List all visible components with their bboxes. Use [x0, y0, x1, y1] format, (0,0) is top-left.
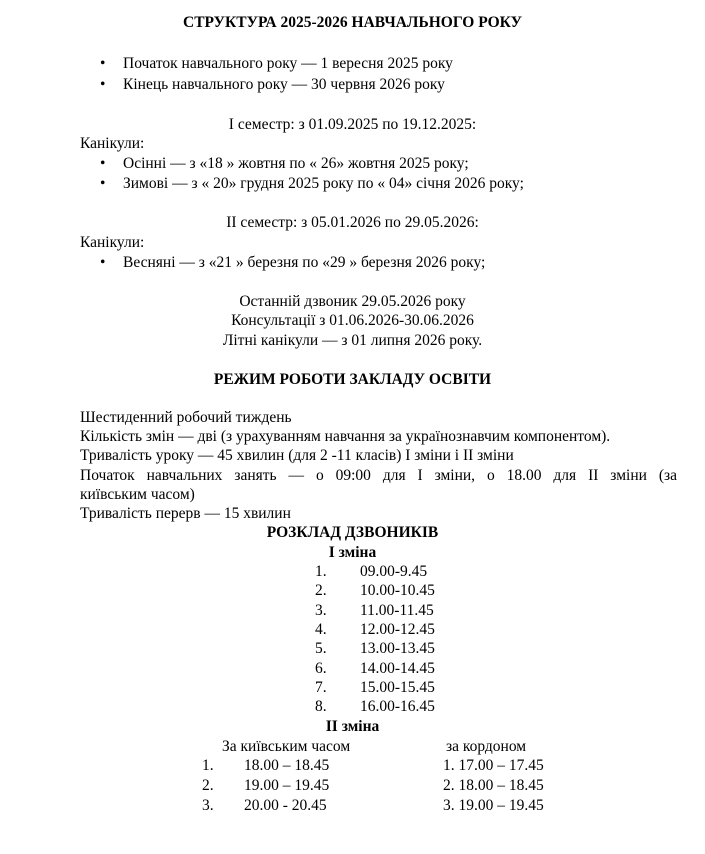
lesson-time: 10.00-10.45: [360, 582, 435, 600]
regime-start-line: Початок навчальних занять — о 09:00 для І зміни, о 18.00 для ІІ зміни (за: [80, 467, 677, 484]
lesson-number: 3.: [315, 601, 327, 619]
bullet-icon: •: [100, 155, 106, 172]
autumn-holidays: Осінні — з «18 » жовтня по « 26» жовтня 2025 року;: [123, 155, 469, 172]
lesson-time: 16.00-16.45: [360, 698, 435, 716]
year-end: Кінець навчального року — 30 червня 2026 року: [123, 76, 445, 93]
regime-start-line-cont: київським часом): [80, 486, 195, 503]
regime-line: Кількість змін — дві (з урахуванням навчання за українознавчим компонентом).: [80, 428, 611, 445]
lesson-time: 19.00 – 19.45: [244, 777, 330, 794]
spring-holidays: Весняні — з «21 » березня по «29 » березня 2026 року;: [123, 254, 486, 271]
regime-line: Шестиденний робочий тиждень: [80, 409, 292, 426]
lesson-number: 4.: [315, 620, 327, 638]
bullet-icon: •: [100, 175, 106, 192]
list-item: [100, 54, 453, 74]
lesson-number: 5.: [315, 640, 327, 658]
bullet-icon: •: [100, 254, 106, 271]
shift2-title: ІІ зміна: [325, 718, 380, 735]
lesson-number: 8.: [315, 698, 327, 716]
winter-holidays: Зимові — з « 20» грудня 2025 року по « 04» січня 2026 року;: [123, 175, 524, 192]
semester2-heading: ІІ семестр: з 05.01.2026 по 29.05.2026:: [226, 214, 479, 231]
regime-title: РЕЖИМ РОБОТИ ЗАКЛАДУ ОСВІТИ: [213, 371, 492, 388]
lesson-time: 11.00-11.45: [360, 601, 434, 619]
regime-breaks: Тривалість перерв — 15 хвилин: [80, 505, 291, 522]
list-item: [100, 253, 485, 273]
lesson-number: 2.: [202, 777, 214, 794]
holidays-label: Канікули:: [80, 234, 145, 251]
summer-holidays: Літні канікули — з 01 липня 2026 року.: [222, 332, 483, 349]
year-start: Початок навчального року — 1 вересня 2025 року: [123, 55, 453, 72]
list-item: [100, 154, 469, 174]
shift2-abroad-row: 1. 17.00 – 17.45: [443, 757, 544, 774]
lesson-time: 18.00 – 18.45: [244, 757, 330, 774]
semester1-heading: І семестр: з 01.09.2025 по 19.12.2025:: [228, 116, 477, 133]
shift1-title: І зміна: [328, 544, 377, 561]
list-item: [100, 75, 445, 95]
last-bell: Останній дзвоник 29.05.2026 року: [239, 293, 466, 310]
holidays-label: Канікули:: [80, 135, 145, 152]
consultations: Консультації з 01.06.2026-30.06.2026: [231, 312, 474, 329]
bullet-icon: •: [100, 55, 106, 72]
bullet-icon: •: [100, 76, 106, 93]
abroad-time-header: за кордоном: [446, 738, 527, 755]
lesson-time: 15.00-15.45: [360, 678, 435, 696]
list-item: [100, 174, 524, 194]
lesson-number: 3.: [202, 797, 214, 814]
structure-title: СТРУКТУРА 2025-2026 НАВЧАЛЬНОГО РОКУ: [183, 14, 522, 31]
bells-title: РОЗКЛАД ДЗВОНИКІВ: [266, 524, 439, 541]
lesson-number: 1.: [202, 757, 214, 774]
regime-line: Тривалість уроку — 45 хвилин (для 2 -11 класів) І зміни і ІІ зміни: [80, 447, 514, 464]
lesson-time: 14.00-14.45: [360, 659, 435, 677]
lesson-number: 2.: [315, 582, 327, 600]
lesson-time: 09.00-9.45: [360, 563, 428, 580]
lesson-time: 13.00-13.45: [360, 640, 435, 658]
lesson-number: 6.: [315, 659, 327, 677]
lesson-time: 12.00-12.45: [360, 620, 435, 638]
shift2-abroad-row: 2. 18.00 – 18.45: [443, 777, 544, 794]
shift2-abroad-row: 3. 19.00 – 19.45: [443, 797, 544, 814]
kyiv-time-header: За київським часом: [222, 738, 351, 755]
lesson-number: 1.: [315, 563, 327, 580]
lesson-time: 20.00 - 20.45: [244, 797, 327, 814]
lesson-number: 7.: [315, 678, 327, 696]
